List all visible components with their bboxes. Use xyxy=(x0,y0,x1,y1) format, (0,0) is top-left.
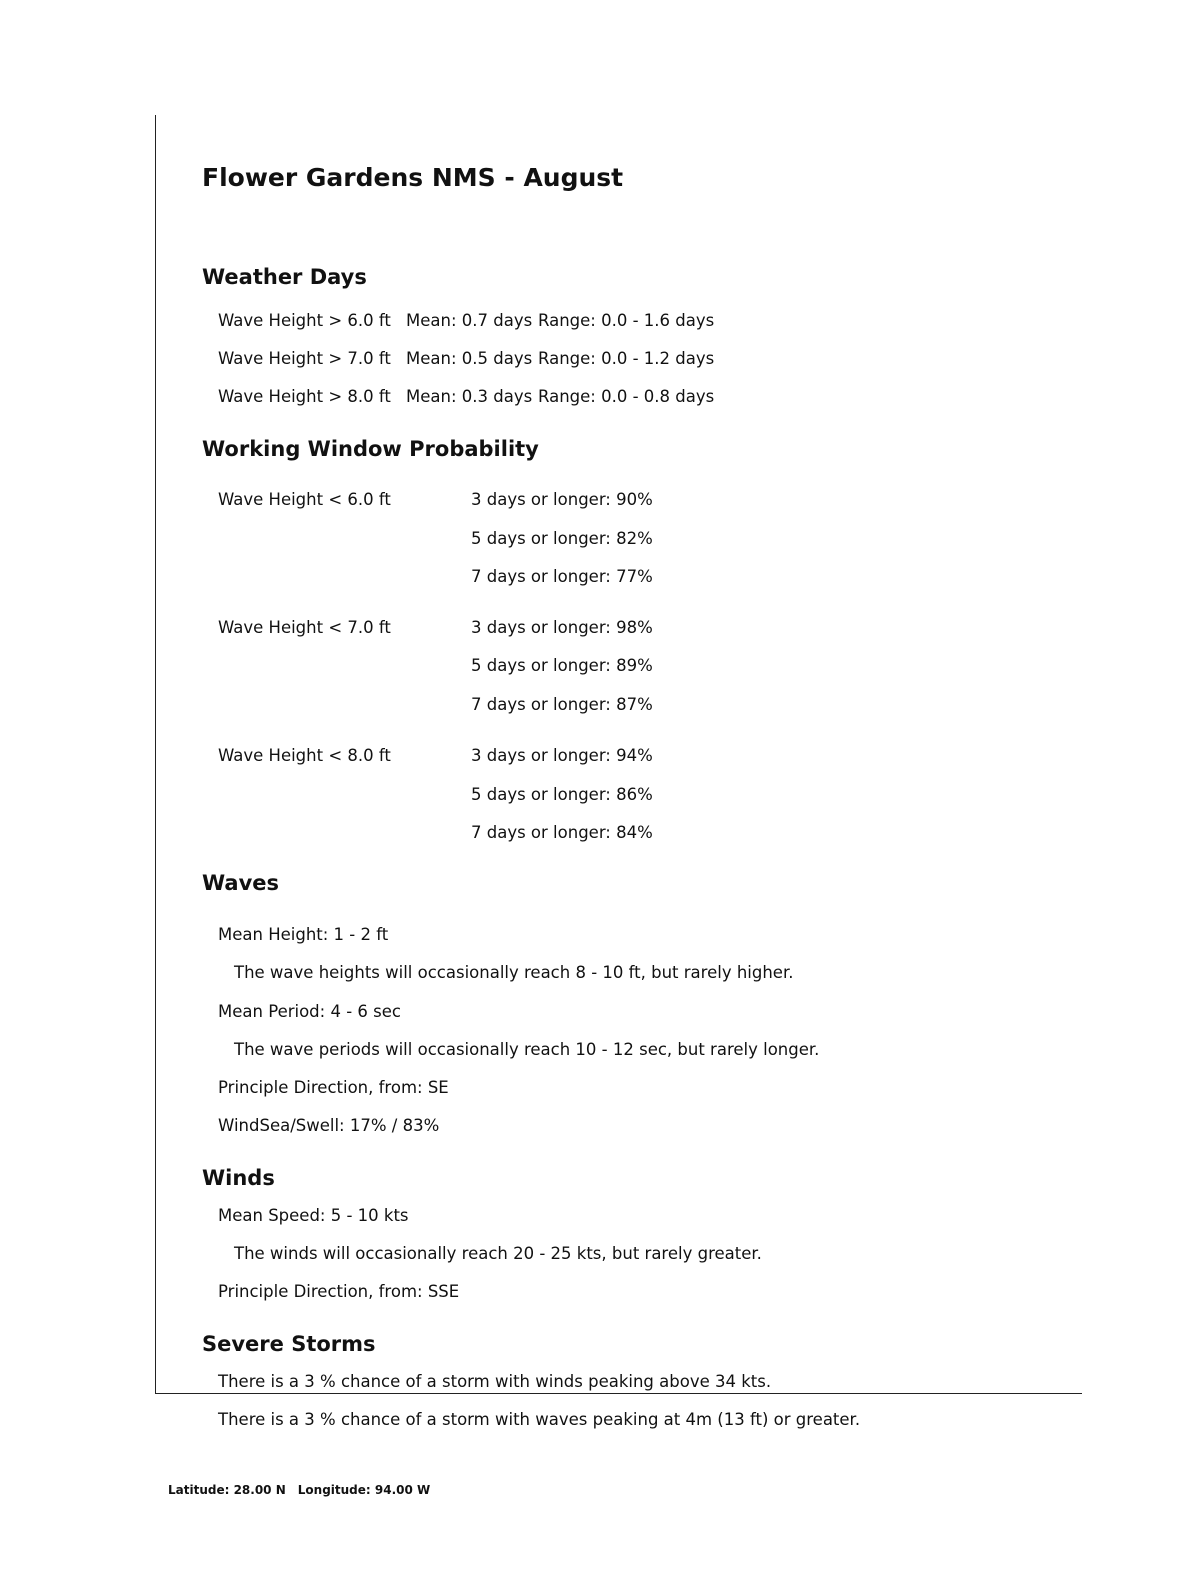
range-value: Range: 0.0 - 0.8 days xyxy=(538,387,715,406)
page-title: Flower Gardens NMS - August xyxy=(202,163,624,192)
probability-item: 7 days or longer: 77% xyxy=(471,567,653,586)
probability-item: 5 days or longer: 82% xyxy=(471,529,653,548)
probability-item: 5 days or longer: 89% xyxy=(471,656,653,675)
range-value: Range: 0.0 - 1.2 days xyxy=(538,349,715,368)
threshold-label: Wave Height > 6.0 ft xyxy=(218,311,391,330)
range-value: Range: 0.0 - 1.6 days xyxy=(538,311,715,330)
latitude-label: Latitude: 28.00 N xyxy=(168,1483,286,1497)
longitude-label: Longitude: 94.00 W xyxy=(297,1483,431,1497)
storm-wind-chance: There is a 3 % chance of a storm with winds peaking above 34 kts. xyxy=(218,1372,772,1391)
wind-direction: Principle Direction, from: SSE xyxy=(218,1282,460,1301)
mean-value: Mean: 0.7 days xyxy=(406,311,533,330)
left-margin-rule xyxy=(155,115,156,1394)
mean-value: Mean: 0.3 days xyxy=(406,387,533,406)
threshold-label: Wave Height < 8.0 ft xyxy=(218,746,391,765)
mean-value: Mean: 0.5 days xyxy=(406,349,533,368)
bottom-rule xyxy=(155,1393,1082,1394)
waves-heading: Waves xyxy=(202,871,280,895)
speed-note: The winds will occasionally reach 20 - 25 kts, but rarely greater. xyxy=(234,1244,762,1263)
probability-item: 3 days or longer: 98% xyxy=(471,618,653,637)
mean-speed: Mean Speed: 5 - 10 kts xyxy=(218,1206,409,1225)
working-window-heading: Working Window Probability xyxy=(202,437,539,461)
probability-item: 7 days or longer: 87% xyxy=(471,695,653,714)
mean-period: Mean Period: 4 - 6 sec xyxy=(218,1002,401,1021)
mean-height: Mean Height: 1 - 2 ft xyxy=(218,925,389,944)
winds-heading: Winds xyxy=(202,1166,275,1190)
height-note: The wave heights will occasionally reach 8 - 10 ft, but rarely higher. xyxy=(234,963,794,982)
weather-days-heading: Weather Days xyxy=(202,265,367,289)
threshold-label: Wave Height < 6.0 ft xyxy=(218,490,391,509)
probability-item: 3 days or longer: 90% xyxy=(471,490,653,509)
footer-coordinates xyxy=(168,1483,430,1497)
severe-storms-heading: Severe Storms xyxy=(202,1332,376,1356)
probability-item: 3 days or longer: 94% xyxy=(471,746,653,765)
probability-item: 5 days or longer: 86% xyxy=(471,785,653,804)
storm-wave-chance: There is a 3 % chance of a storm with waves peaking at 4m (13 ft) or greater. xyxy=(218,1410,861,1429)
period-note: The wave periods will occasionally reach 10 - 12 sec, but rarely longer. xyxy=(234,1040,820,1059)
windsea-swell: WindSea/Swell: 17% / 83% xyxy=(218,1116,440,1135)
threshold-label: Wave Height > 8.0 ft xyxy=(218,387,391,406)
wave-direction: Principle Direction, from: SE xyxy=(218,1078,449,1097)
threshold-label: Wave Height < 7.0 ft xyxy=(218,618,391,637)
probability-item: 7 days or longer: 84% xyxy=(471,823,653,842)
threshold-label: Wave Height > 7.0 ft xyxy=(218,349,391,368)
